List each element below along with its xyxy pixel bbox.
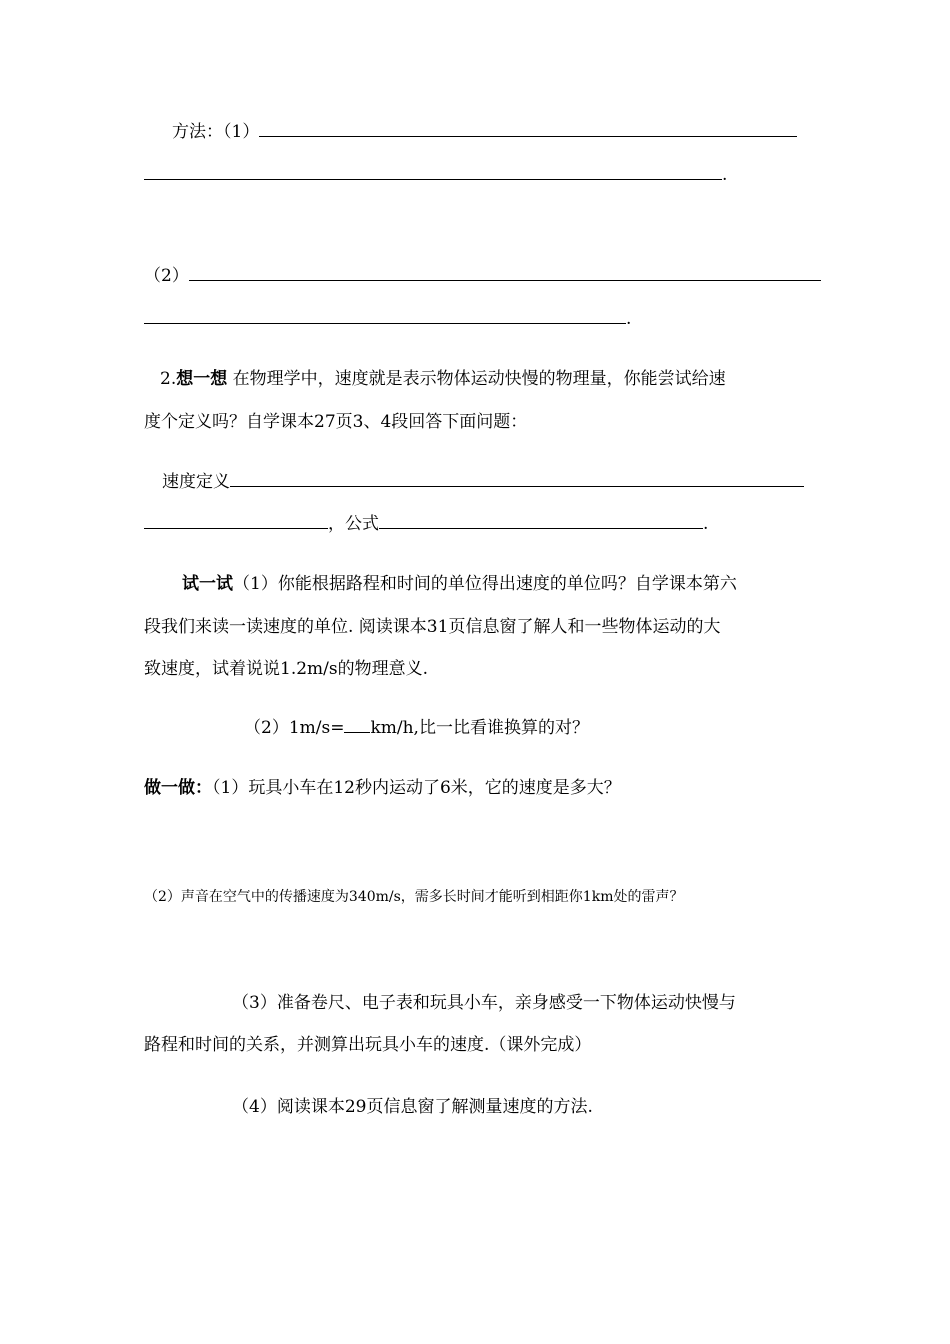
try-line-3: 致速度，试着说说1.2m/s的物理意义. — [144, 659, 429, 679]
method-item2-label: （2） — [144, 266, 189, 286]
try-line-2: 段我们来读一读速度的单位. 阅读课本31页信息窗了解人和一些物体运动的大 — [144, 617, 721, 637]
formula-label: ，公式 — [328, 514, 379, 534]
try-line-1: 试一试（1）你能根据路程和时间的单位得出速度的单位吗？自学课本第六 — [182, 574, 737, 594]
method-line-2 — [144, 264, 821, 288]
definition-answer-blank-cont[interactable] — [144, 512, 328, 529]
do-title: 做一做： — [144, 778, 212, 798]
method-line-1b: . — [144, 163, 727, 187]
method-1-answer-blank[interactable] — [259, 120, 797, 137]
formula-answer-blank[interactable] — [379, 512, 703, 529]
method-1-answer-blank-cont[interactable] — [144, 163, 722, 180]
think-line-2: 度个定义吗？自学课本27页3、4段回答下面问题： — [144, 412, 528, 432]
try-title: 试一试 — [182, 574, 233, 594]
method-2-answer-blank-cont[interactable] — [144, 307, 626, 324]
formula-line: ，公式 . — [144, 512, 708, 536]
do-question-3-line-2: 路程和时间的关系，并测算出玩具小车的速度.（课外完成） — [144, 1035, 592, 1055]
do-question-4: （4）阅读课本29页信息窗了解测量速度的方法. — [232, 1097, 593, 1117]
do-question-1: 做一做：（1）玩具小车在12秒内运动了6米，它的速度是多大？ — [144, 778, 621, 798]
conversion-answer-blank[interactable] — [344, 716, 370, 733]
method-2-answer-blank[interactable] — [189, 264, 821, 281]
think-line-1: 2.想一想 在物理学中，速度就是表示物体运动快慢的物理量，你能尝试给速 — [160, 369, 726, 389]
definition-answer-blank[interactable] — [230, 470, 804, 487]
method-line-1 — [172, 120, 797, 144]
definition-line — [162, 470, 804, 494]
method-line-2b: . — [144, 307, 631, 331]
method-label: 方法：（1） — [172, 122, 260, 142]
think-title: 想一想 — [176, 369, 228, 389]
do-question-2: （2）声音在空气中的传播速度为340m/s，需多长时间才能听到相距你1km处的雷声？ — [144, 889, 684, 905]
do-question-3-line-1: （3）准备卷尺、电子表和玩具小车，亲身感受一下物体运动快慢与 — [232, 993, 736, 1013]
definition-label: 速度定义 — [162, 472, 230, 492]
try-question-2: （2）1m/s= km/h,比一比看谁换算的对？ — [244, 718, 589, 738]
